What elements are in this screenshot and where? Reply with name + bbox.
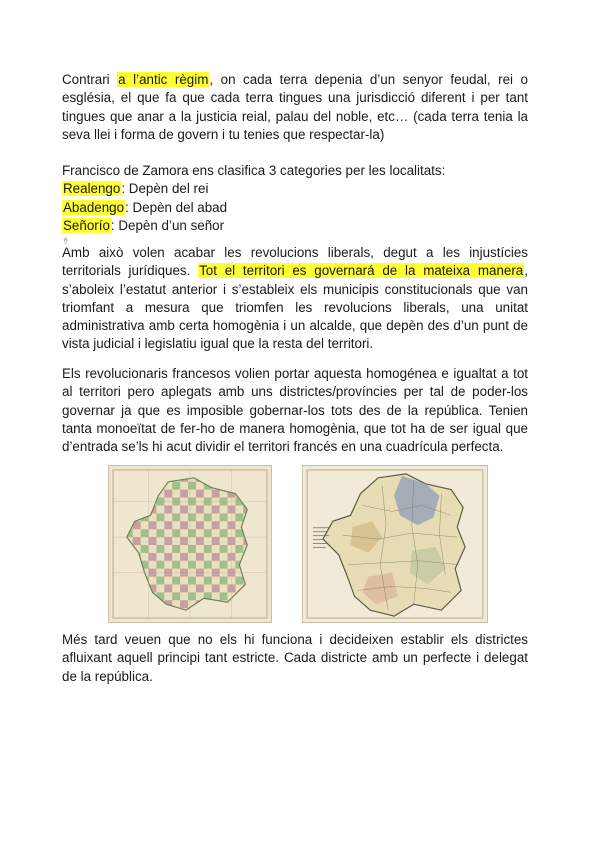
paragraph-districtes [62,631,528,686]
highlight-antic-regim: a l’antic règim [118,72,209,87]
category-term: Señorío [63,217,110,233]
paragraph-revolucionaris [62,365,528,456]
category-desc: : Depèn del abad [125,199,228,215]
departments-map-image [302,465,488,623]
grid-map-image [108,465,272,623]
highlight-territori: Tot el territori es governará de la mateixa manera [199,263,524,279]
categories-intro: Francisco de Zamora ens clasifica 3 categories per les localitats: [62,163,446,178]
category-senorio [62,217,528,235]
departments-map-drawing [303,466,487,622]
categories-section [62,162,528,247]
category-term: Abadengo [63,199,125,215]
para2-prefix: Amb això volen acabar les revolucions liberals, degut a les injustícies territorials jurídiques. [62,245,528,279]
paragraph-antic-regim [62,71,528,144]
para1-suffix: , on cada terra depenia d’un senyor feudal, rei o església, el que fa que cada terra tingues una jurisdicció diferent i per tant tingues que anar a la justicia reial, palau del noble, etc… (cada terra tenia la seva llei i forma de govern i tu tenies que respectar-la) [62,72,528,142]
grid-map-drawing [109,466,271,622]
para2-suffix: , s’aboleix l’estatut anterior i s’estableix els municipis constitucionals que van triomfant a mesura que triomfen les revolucions liberals, una unitat administrativa amb certa homogènia i un alcalde, que depèn des d’un punt de vista judicial i legislatiu igual que la resta del territori. [62,263,528,352]
category-desc: : Depèn d’un señor [110,217,225,233]
category-desc: : Depèn del rei [121,181,209,197]
para4-text: Més tard veuen que no els hi funciona i decideixen establir els districtes afluixant aquell principi tant estricte. Cada districte amb un perfecte i delegat de la república. [62,632,528,684]
para3-text: Els revolucionaris francesos volien portar aquesta homogénea e igualtat a tot al territori pero aplegats amb uns districtes/províncies per tal de poder-los governar ja que es imposible gobernar-los tots des de la república. Tenien tanta monoeïtat de fer-ho de manera homogènia, que tot ha de ser igual que d’entrada se’ls hi acut dividir el territori francés en una cuadrícula perfecta. [62,366,528,455]
para1-prefix: Contrari [62,72,118,87]
arrow-glyph-icon: ⇮ [62,236,70,247]
category-term: Realengo [63,181,121,197]
category-realengo [62,180,528,198]
paragraph-revolucions [62,244,528,354]
category-abadengo [62,199,528,217]
